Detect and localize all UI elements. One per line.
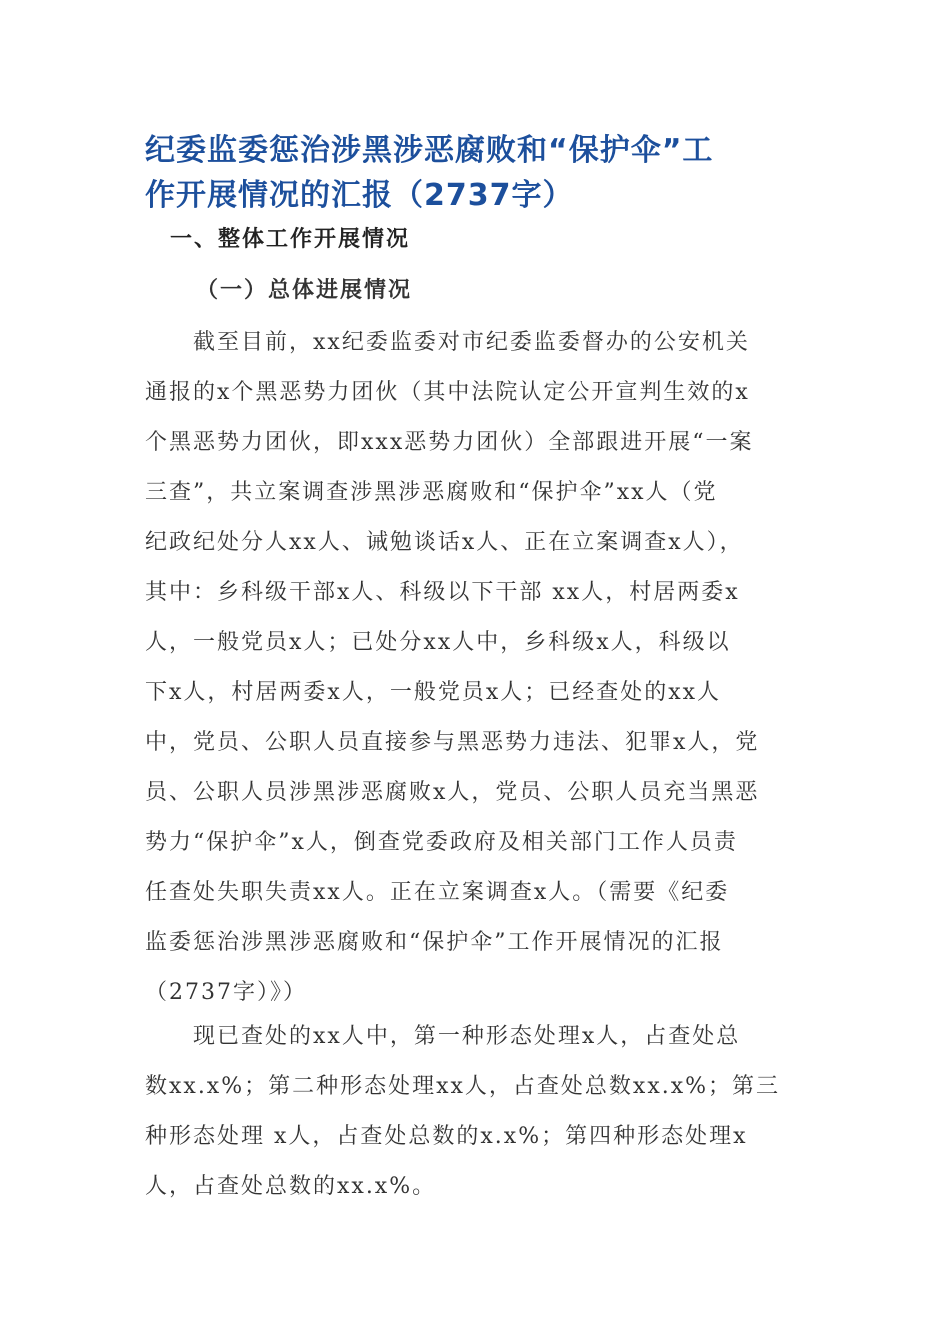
paragraph-line: 现已查处的xx人中，第一种形态处理x人，占查处总 [145,1024,741,1049]
paragraph-line: 其中：乡科级干部x人、科级以下干部 xx人，村居两委x [145,580,740,605]
paragraph-line: 种形态处理 x人，占查处总数的x.x%；第四种形态处理x [145,1124,748,1149]
paragraph-line: 下x人，村居两委x人，一般党员x人；已经查处的xx人 [145,680,722,705]
section-heading: 一、整体工作开展情况 [170,227,411,252]
paragraph-line: 截至目前，xx纪委监委对市纪委监委督办的公安机关 [145,330,750,355]
paragraph-line: 数xx.x%；第二种形态处理xx人，占查处总数xx.x%；第三 [145,1074,781,1099]
paragraph-line: 任查处失职失责xx人。正在立案调查x人。（需要《纪委 [145,880,730,905]
paragraph-line: 中，党员、公职人员直接参与黑恶势力违法、犯罪x人，党 [145,730,760,755]
body-paragraph-2 [145,1012,815,1212]
paragraph-line: （2737字）》） [145,980,307,1005]
paragraph-line: 通报的x个黑恶势力团伙（其中法院认定公开宣判生效的x [145,380,750,405]
paragraph-line: 监委惩治涉黑涉恶腐败和“保护伞”工作开展情况的汇报 [145,930,724,955]
body-paragraph-1 [145,318,815,1018]
paragraph-line: 人，占查处总数的xx.x%。 [145,1174,437,1199]
subsection-heading: （一）总体进展情况 [196,277,413,303]
title-line: 作开展情况的汇报（2737字） [145,178,574,213]
paragraph-line: 势力“保护伞”x人，倒查党委政府及相关部门工作人员责 [145,830,738,855]
paragraph-line: 三查”，共立案调查涉黑涉恶腐败和“保护伞”xx人（党 [145,480,718,505]
document-title [145,128,815,218]
paragraph-line: 员、公职人员涉黑涉恶腐败x人，党员、公职人员充当黑恶 [145,780,760,805]
title-line: 纪委监委惩治涉黑涉恶腐败和“保护伞”工 [145,133,714,168]
paragraph-line: 人，一般党员x人；已处分xx人中，乡科级x人，科级以 [145,630,731,655]
paragraph-line: 个黑恶势力团伙，即xxx恶势力团伙）全部跟进开展“一案 [145,430,754,455]
paragraph-line: 纪政纪处分人xx人、诫勉谈话x人、正在立案调查x人）， [145,530,744,555]
